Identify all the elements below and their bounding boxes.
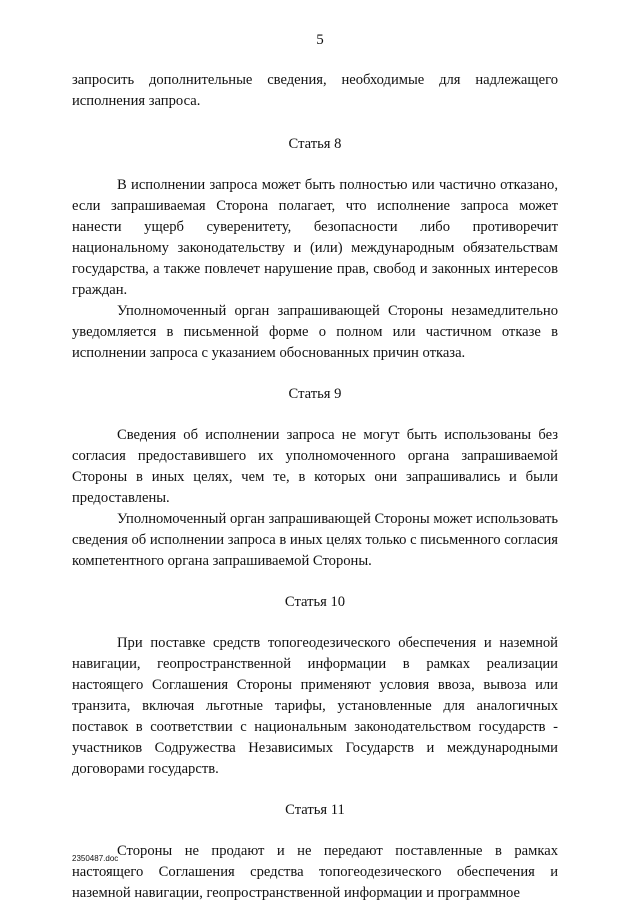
paragraph-continuation: запросить дополнительные сведения, необходимые для надлежащего исполнения запроса. xyxy=(72,72,558,109)
footer-document-id: 2350487.doc xyxy=(72,854,119,863)
page-number: 5 xyxy=(316,32,324,48)
heading-article-9: Статья 9 xyxy=(288,386,342,402)
document-body xyxy=(72,70,558,904)
heading-article-10: Статья 10 xyxy=(284,594,346,610)
paragraph-article-10-1: При поставке средств топогеодезического обеспечения и наземной навигации, геопространственной информации в рамках реализации настоящего Соглашения Стороны применяют условия ввоза, вывоза или транзита, включая льготные тарифы, установленные для аналогичных поставок в соответствии с национальным законодательством государств - участников Содружества Независимых Государств и международными договорами государств. xyxy=(72,635,558,777)
paragraph-article-8-2: Уполномоченный орган запрашивающей Стороны незамедлительно уведомляется в письменной форме о полном или частичном отказе в исполнении запроса с указанием обоснованных причин отказа. xyxy=(72,303,558,361)
heading-article-8: Статья 8 xyxy=(288,136,342,152)
paragraph-article-9-1: Сведения об исполнении запроса не могут быть использованы без согласия предоставившего их уполномоченного органа запрашиваемой Стороны в иных целях, чем те, в которых они запрашивались и были предоставлены. xyxy=(72,427,558,506)
paragraph-article-9-2: Уполномоченный орган запрашивающей Стороны может использовать сведения об исполнении запроса в иных целях только с письменного согласия компетентного органа запрашиваемой Стороны. xyxy=(72,511,558,569)
paragraph-article-11-1: Стороны не продают и не передают поставленные в рамках настоящего Соглашения средства топогеодезического обеспечения и наземной навигации, геопространственной информации и программное xyxy=(72,843,558,901)
heading-article-11: Статья 11 xyxy=(285,802,345,818)
paragraph-article-8-1: В исполнении запроса может быть полностью или частично отказано, если запрашиваемая Сторона полагает, что исполнение запроса может нанести ущерб суверенитету, безопасности либо противоречит национальному законодательству и (или) международным обязательствам государства, а также повлечет нарушение прав, свобод и законных интересов граждан. xyxy=(72,177,558,298)
